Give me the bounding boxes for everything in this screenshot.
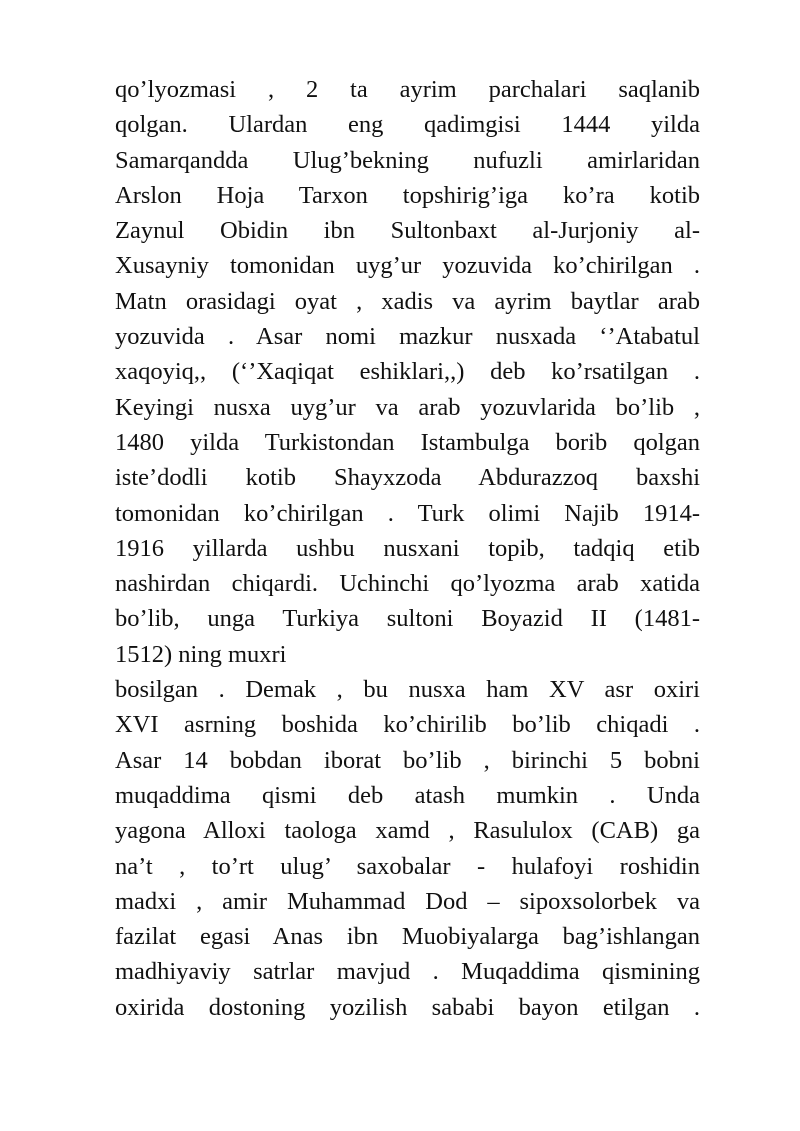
text-line: nashirdan chiqardi. Uchinchi qo’lyozma arab xatida: [115, 570, 700, 598]
text-line: Zaynul Obidin ibn Sultonbaxt al-Jurjoniy al-: [115, 217, 700, 245]
text-line: iste’dodli kotib Shayxzoda Abdurazzoq baxshi: [115, 464, 700, 492]
text-line: 1480 yilda Turkistondan Istambulga borib qolgan: [115, 428, 700, 456]
text-line: xaqoyiq,, (‘’Xaqiqat eshiklari,,) deb ko’rsatilgan .: [115, 358, 700, 386]
text-line: oxirida dostoning yozilish sababi bayon etilgan .: [115, 993, 700, 1021]
text-line: Arslon Hoja Tarxon topshirig’iga ko’ra kotib: [115, 181, 700, 209]
text-line: bosilgan . Demak , bu nusxa ham XV asr oxiri: [115, 676, 700, 704]
text-line: Xusayniy tomonidan uyg’ur yozuvida ko’chirilgan .: [115, 252, 700, 280]
body-text: [115, 72, 700, 1025]
text-line: Matn orasidagi oyat , xadis va ayrim baytlar arab: [115, 287, 700, 315]
text-line: 1916 yillarda ushbu nusxani topib, tadqiq etib: [115, 534, 700, 562]
text-line: Keyingi nusxa uyg’ur va arab yozuvlarida bo’lib ,: [115, 393, 700, 421]
text-line: qo’lyozmasi , 2 ta ayrim parchalari saqlanib: [115, 76, 700, 103]
text-line: yozuvida . Asar nomi mazkur nusxada ‘’Atabatul: [115, 323, 700, 351]
text-line: Asar 14 bobdan iborat bo’lib , birinchi 5 bobni: [115, 746, 700, 774]
text-line: yagona Alloxi taologa xamd , Rasululox (CAB) ga: [115, 817, 700, 845]
text-line: bo’lib, unga Turkiya sultoni Boyazid II (1481-: [115, 605, 700, 633]
text-line: Samarqandda Ulug’bekning nufuzli amirlaridan: [115, 146, 700, 174]
text-line: 1512) ning muxri: [115, 640, 287, 668]
text-line: na’t , to’rt ulug’ saxobalar - hulafoyi roshidin: [115, 852, 700, 880]
text-line: muqaddima qismi deb atash mumkin . Unda: [115, 781, 700, 809]
text-line: tomonidan ko’chirilgan . Turk olimi Najib 1914-: [115, 499, 700, 527]
text-line: qolgan. Ulardan eng qadimgisi 1444 yilda: [115, 111, 700, 139]
text-line: fazilat egasi Anas ibn Muobiyalarga bag’ishlangan: [115, 923, 700, 951]
text-line: XVI asrning boshida ko’chirilib bo’lib chiqadi .: [115, 711, 700, 739]
text-line: madhiyaviy satrlar mavjud . Muqaddima qismining: [115, 958, 700, 986]
text-line: madxi , amir Muhammad Dod – sipoxsolorbek va: [115, 887, 700, 915]
